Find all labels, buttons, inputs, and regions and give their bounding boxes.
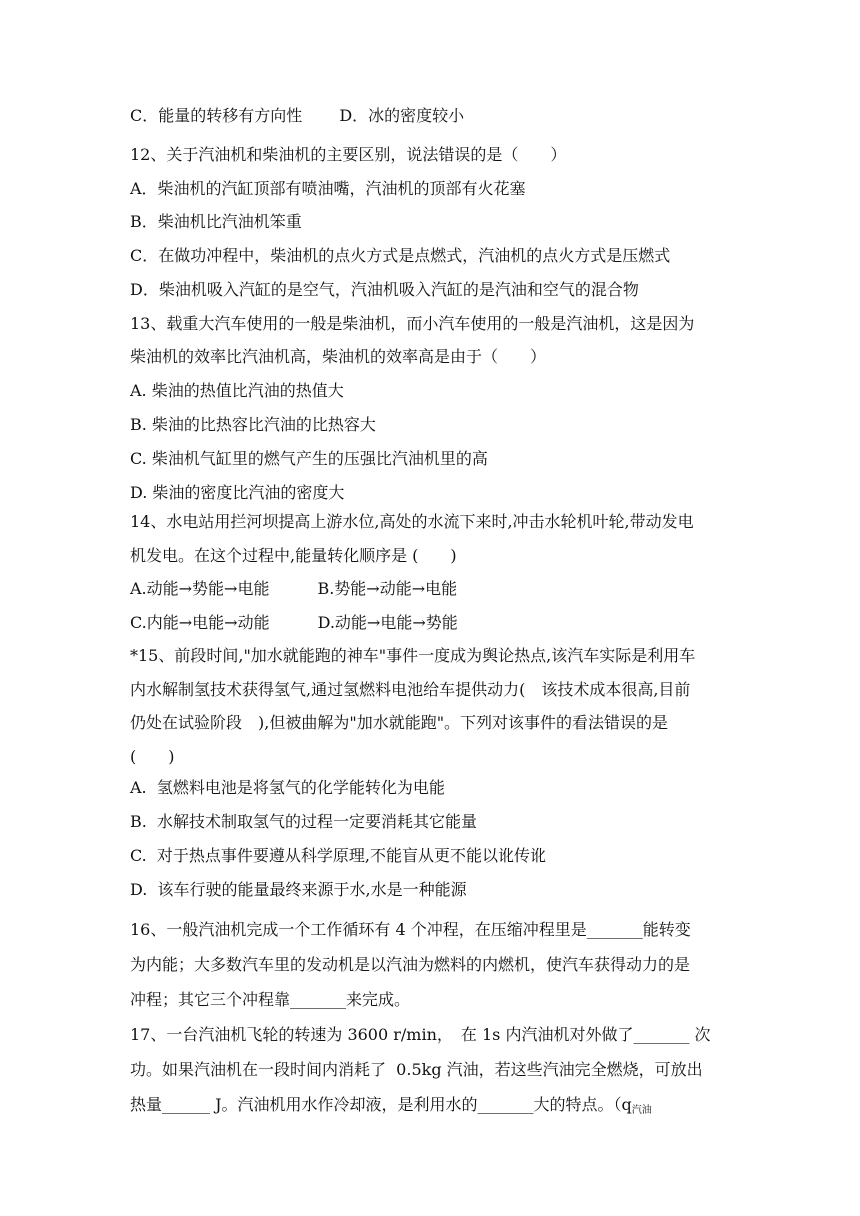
q15-stem-line2: 内水解制氢技术获得氢气,通过氢燃料电池给车提供动力( 该技术成本很高,目前 xyxy=(130,680,691,699)
q14-stem-line1: 14、水电站用拦河坝提高上游水位,高处的水流下来时,冲击水轮机叶轮,带动发电 xyxy=(130,512,694,531)
q13-option-c: C. 柴油机气缸里的燃气产生的压强比汽油机里的高 xyxy=(130,449,488,468)
q13-option-d: D. 柴油的密度比汽油的密度大 xyxy=(130,483,345,502)
q17-line2: 功。如果汽油机在一段时间内消耗了 0.5kg 汽油，若这些汽油完全燃烧，可放出 xyxy=(130,1060,703,1079)
q13-option-a: A. 柴油的热值比汽油的热值大 xyxy=(130,381,344,400)
q17-line1 xyxy=(130,1024,711,1046)
q16-line2: 为内能；大多数汽车里的发动机是以汽油为燃料的内燃机，使汽车获得动力的是 xyxy=(130,955,691,974)
q15-stem-line1: *15、前段时间,"加水就能跑的神车"事件一度成为舆论热点,该汽车实际是利用车 xyxy=(130,646,696,665)
q16-line3 xyxy=(130,989,410,1011)
q15-option-c: C. 对于热点事件要遵从科学原理,不能盲从更不能以讹传讹 xyxy=(130,846,547,865)
q11-options-cd: C．能量的转移有方向性 D．冰的密度较小 xyxy=(130,106,465,125)
q15-option-d: D. 该车行驶的能量最终来源于水,水是一种能源 xyxy=(130,880,467,899)
q17-subscript-gasoline: 汽油 xyxy=(631,1105,652,1116)
q12-stem: 12、关于汽油机和柴油机的主要区别，说法错误的是（ ） xyxy=(130,145,567,164)
q13-option-b: B. 柴油的比热容比汽油的比热容大 xyxy=(130,415,376,434)
q16-line1 xyxy=(130,919,691,941)
q17-line3-text-a: 热量 xyxy=(130,1095,163,1114)
q13-stem-line1: 13、载重大汽车使用的一般是柴油机，而小汽车使用的一般是汽油机，这是因为 xyxy=(130,314,695,333)
q16-line1-text-a: 16、一般汽油机完成一个工作循环有 4 个冲程，在压缩冲程里是 xyxy=(130,920,587,939)
q15-stem-line3: 仍处在试验阶段 ),但被曲解为"加水就能跑"。下列对该事件的看法错误的是 xyxy=(130,713,669,732)
q17-line1-text-a: 17、一台汽油机飞轮的转速为 3600 r/min， 在 1s 内汽油机对外做了 xyxy=(130,1025,634,1044)
q15-option-a: A. 氢燃料电池是将氢气的化学能转化为电能 xyxy=(130,778,445,797)
q15-answer-bracket: ( ) xyxy=(130,747,175,766)
q16-blank-2: _______ xyxy=(290,990,347,1009)
q13-stem-line2: 柴油机的效率比汽油机高，柴油机的效率高是由于（ ） xyxy=(130,347,547,366)
q16-blank-1: _______ xyxy=(586,920,643,939)
q17-line3-text-b: J。汽油机用水作冷却液，是利用水的 xyxy=(210,1095,478,1114)
q15-option-b: B. 水解技术制取氢气的过程一定要消耗其它能量 xyxy=(130,812,478,831)
q17-line3-text-c: 大的特点。（q xyxy=(533,1095,632,1114)
q16-line3-text-a: 冲程；其它三个冲程靠 xyxy=(130,990,291,1009)
q16-line1-text-b: 能转变 xyxy=(642,920,691,939)
q12-option-b: B．柴油机比汽油机笨重 xyxy=(130,212,302,231)
q17-blank-3: _______ xyxy=(477,1095,534,1114)
q14-stem-line2: 机发电。在这个过程中,能量转化顺序是 ( ) xyxy=(130,546,457,565)
q12-option-d: D．柴油机吸入汽缸的是空气，汽油机吸入汽缸的是汽油和空气的混合物 xyxy=(130,280,639,299)
q12-option-a: A．柴油机的汽缸顶部有喷油嘴，汽油机的顶部有火花塞 xyxy=(130,179,526,198)
q17-line3 xyxy=(130,1094,652,1122)
q17-line1-text-b: 次 xyxy=(689,1025,711,1044)
q14-options-ab: A.动能→势能→电能 B.势能→动能→电能 xyxy=(130,579,458,598)
q16-line3-text-b: 来完成。 xyxy=(346,990,411,1009)
q17-blank-1: _______ xyxy=(633,1025,690,1044)
q14-options-cd: C.内能→电能→动能 D.动能→电能→势能 xyxy=(130,613,458,632)
q17-blank-2: ______ xyxy=(162,1095,211,1114)
q12-option-c: C．在做功冲程中，柴油机的点火方式是点燃式，汽油机的点火方式是压燃式 xyxy=(130,246,671,265)
